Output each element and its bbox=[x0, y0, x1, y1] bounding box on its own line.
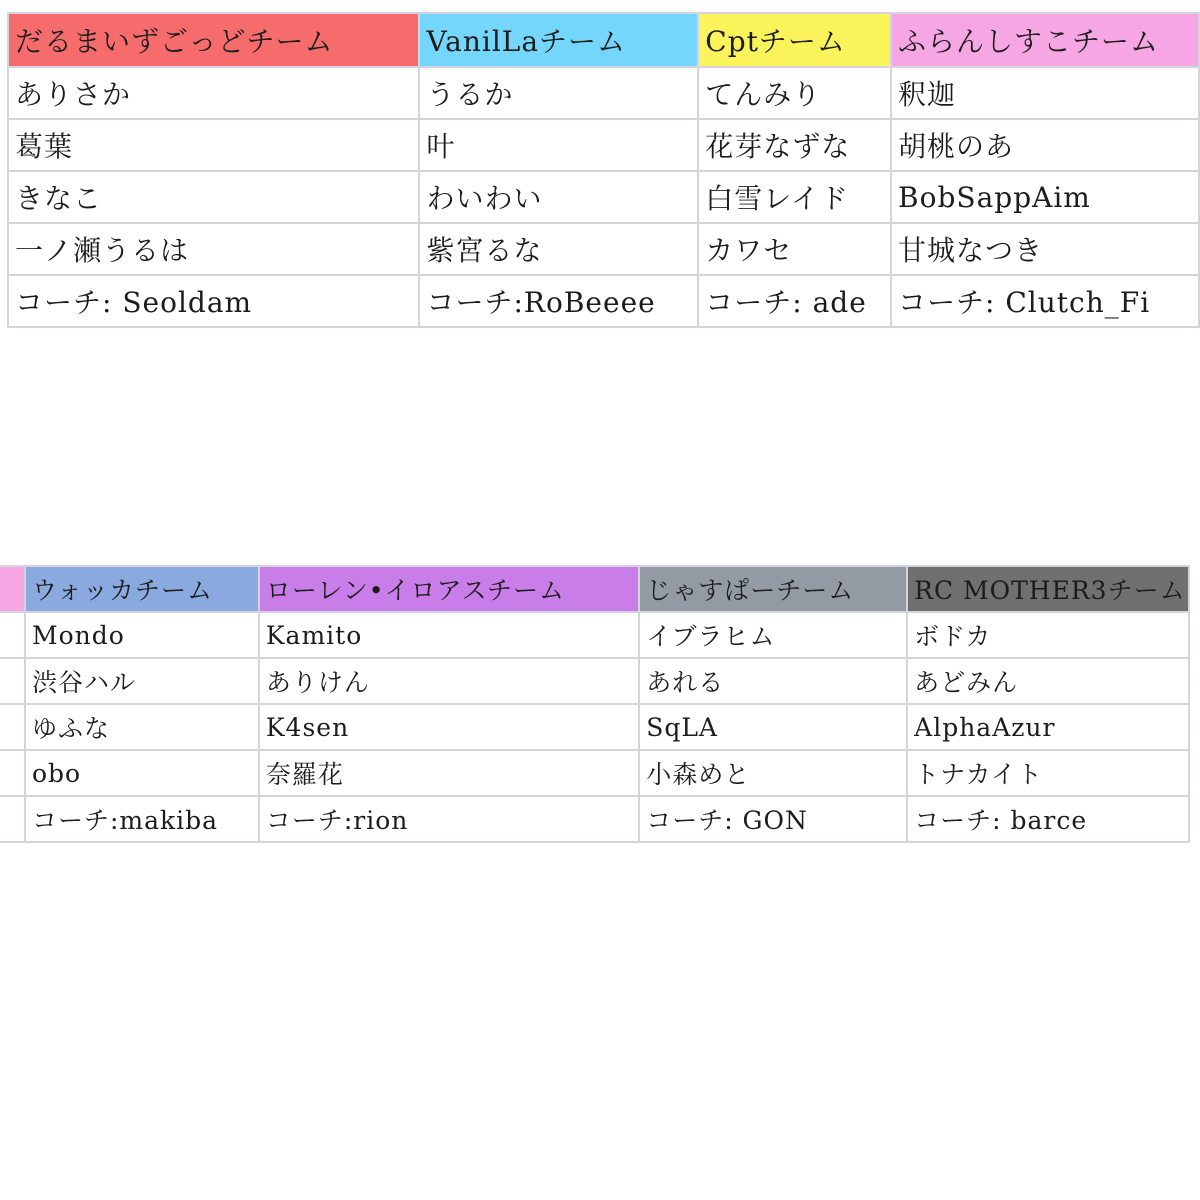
member-cell: SqLA bbox=[639, 704, 907, 750]
member-cell: K4sen bbox=[259, 704, 639, 750]
coach-row bbox=[0, 796, 1189, 842]
member-cell: BobSappAim bbox=[891, 171, 1199, 223]
member-cell: イブラヒム bbox=[639, 612, 907, 658]
edge-cell bbox=[0, 658, 25, 704]
coach-cell: コーチ: GON bbox=[639, 796, 907, 842]
member-cell: 花芽なずな bbox=[698, 119, 891, 171]
coach-cell: コーチ:RoBeeee bbox=[419, 275, 698, 327]
member-row bbox=[0, 750, 1189, 796]
member-cell: ゆふな bbox=[25, 704, 259, 750]
member-cell: 甘城なつき bbox=[891, 223, 1199, 275]
team-header-cpt: Cptチーム bbox=[698, 13, 891, 67]
member-row bbox=[8, 119, 1199, 171]
coach-cell: コーチ: Clutch_Fi bbox=[891, 275, 1199, 327]
member-cell: 胡桃のあ bbox=[891, 119, 1199, 171]
team-header-rc-mother3: RC MOTHER3チーム bbox=[907, 566, 1189, 612]
member-cell: ありさか bbox=[8, 67, 419, 119]
member-cell: わいわい bbox=[419, 171, 698, 223]
member-cell: ボドカ bbox=[907, 612, 1189, 658]
member-cell: 葛葉 bbox=[8, 119, 419, 171]
team-header-francisco: ふらんしすこチーム bbox=[891, 13, 1199, 67]
member-cell: うるか bbox=[419, 67, 698, 119]
team-roster-table-bottom bbox=[0, 565, 1190, 843]
team-roster-table-top bbox=[7, 12, 1200, 328]
coach-cell: コーチ: Seoldam bbox=[8, 275, 419, 327]
member-cell: Mondo bbox=[25, 612, 259, 658]
member-cell: 小森めと bbox=[639, 750, 907, 796]
member-cell: AlphaAzur bbox=[907, 704, 1189, 750]
team-header-loren-iroas: ローレン•イロアスチーム bbox=[259, 566, 639, 612]
coach-cell: コーチ:makiba bbox=[25, 796, 259, 842]
member-row bbox=[0, 612, 1189, 658]
member-cell: ありけん bbox=[259, 658, 639, 704]
team-header-vanilla: VanilLaチーム bbox=[419, 13, 698, 67]
coach-cell: コーチ: ade bbox=[698, 275, 891, 327]
member-cell: 叶 bbox=[419, 119, 698, 171]
edge-cell bbox=[0, 750, 25, 796]
edge-cell bbox=[0, 612, 25, 658]
team-header-vodka: ウォッカチーム bbox=[25, 566, 259, 612]
edge-cell bbox=[0, 704, 25, 750]
team-header-jasper: じゃすぱーチーム bbox=[639, 566, 907, 612]
member-cell: きなこ bbox=[8, 171, 419, 223]
coach-cell: コーチ:rion bbox=[259, 796, 639, 842]
member-row bbox=[8, 67, 1199, 119]
edge-cell bbox=[0, 796, 25, 842]
member-row bbox=[8, 171, 1199, 223]
member-cell: 釈迦 bbox=[891, 67, 1199, 119]
member-row bbox=[0, 658, 1189, 704]
team-header-daruma: だるまいずごっどチーム bbox=[8, 13, 419, 67]
member-cell: 奈羅花 bbox=[259, 750, 639, 796]
member-cell: てんみり bbox=[698, 67, 891, 119]
member-cell: obo bbox=[25, 750, 259, 796]
coach-cell: コーチ: barce bbox=[907, 796, 1189, 842]
member-cell: カワセ bbox=[698, 223, 891, 275]
team-header-row bbox=[0, 566, 1189, 612]
member-cell: 渋谷ハル bbox=[25, 658, 259, 704]
member-cell: 白雪レイド bbox=[698, 171, 891, 223]
member-cell: 紫宮るな bbox=[419, 223, 698, 275]
member-cell: トナカイト bbox=[907, 750, 1189, 796]
member-row bbox=[8, 223, 1199, 275]
member-cell: Kamito bbox=[259, 612, 639, 658]
team-header-row bbox=[8, 13, 1199, 67]
member-cell: 一ノ瀬うるは bbox=[8, 223, 419, 275]
coach-row bbox=[8, 275, 1199, 327]
member-cell: あどみん bbox=[907, 658, 1189, 704]
member-cell: あれる bbox=[639, 658, 907, 704]
previous-team-header-edge bbox=[0, 566, 25, 612]
member-row bbox=[0, 704, 1189, 750]
